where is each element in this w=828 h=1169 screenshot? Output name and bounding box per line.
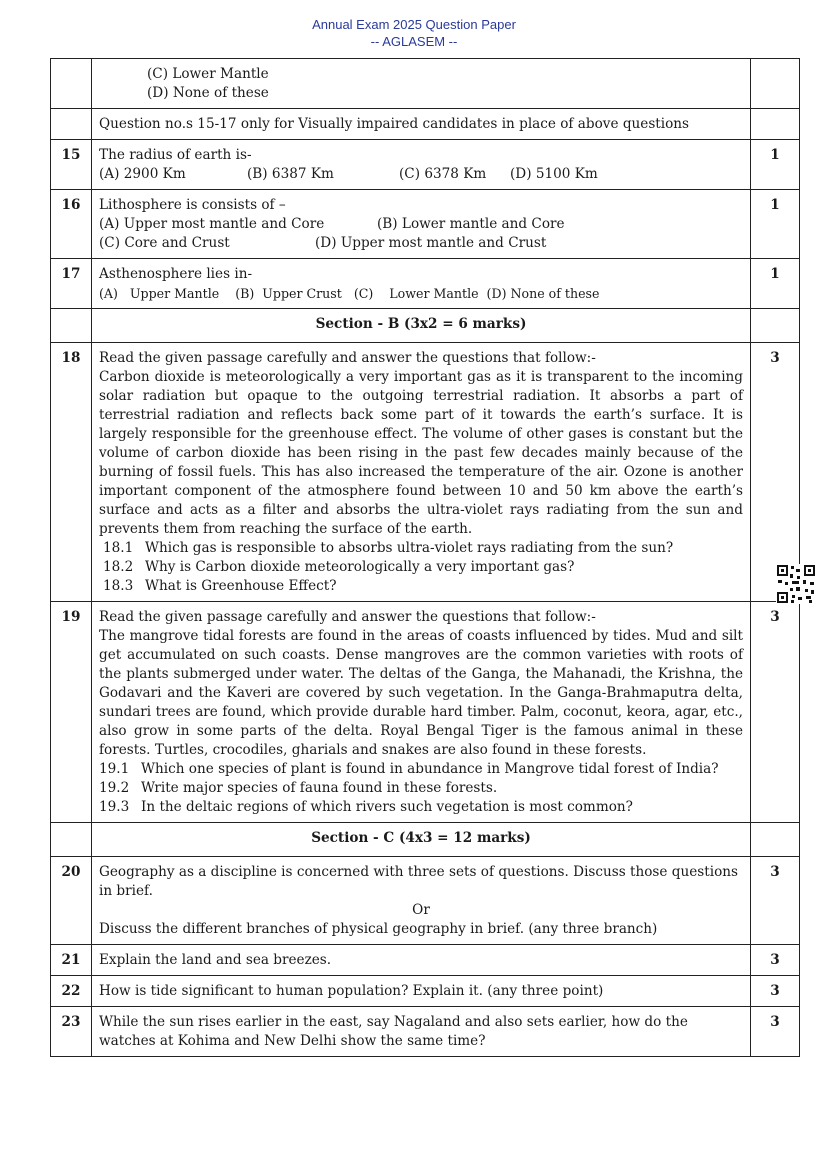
marks: 1 xyxy=(751,259,800,309)
sub-question: 18.1 Which gas is responsible to absorbs ultra-violet rays radiating from the sun? xyxy=(103,540,674,556)
section-heading: Section - B (3x2 = 6 marks) xyxy=(92,309,751,343)
marks: 3 xyxy=(751,1007,800,1057)
sub-question: 18.2 Why is Carbon dioxide meteorologically a very important gas? xyxy=(103,559,575,575)
question-text: Explain the land and sea breezes. xyxy=(92,945,751,976)
option-a: (A) Upper most mantle and Core xyxy=(99,216,325,232)
table-row xyxy=(51,140,800,190)
passage: Carbon dioxide is meteorologically a very important gas as it is transparent to the incoming solar radiation but opaque to the outgoing terrestrial radiation. It absorbs a part of terrestrial radiation and reflects back some part of it towards the earth’s surface. It is largely responsible for the greenhouse effect. The volume of other gases is constant but the volume of carbon dioxide has been rising in the past few decades mainly because of the burning of fossil fuels. This has also increased the temperature of the air. Ozone is another important component of the atmosphere found between 10 and 50 km above the earth’s surface and acts as a filter and absorbs the ultra-violet rays radiating from the sun and prevents them from reaching the surface of the earth. xyxy=(99,369,743,537)
section-heading: Section - C (4x3 = 12 marks) xyxy=(92,823,751,857)
vi-note: Question no.s 15-17 only for Visually impaired candidates in place of above questions xyxy=(92,109,751,140)
question-text: The radius of earth is- xyxy=(99,147,252,163)
or-separator: Or xyxy=(412,902,430,918)
sub-question: 19.3 In the deltaic regions of which rivers such vegetation is most common? xyxy=(99,799,633,815)
header-title: Annual Exam 2025 Question Paper xyxy=(312,17,516,32)
table-row xyxy=(51,59,800,109)
table-row xyxy=(51,343,800,602)
question-text: While the sun rises earlier in the east, say Nagaland and also sets earlier, how do the watches at Kohima and New Delhi show the same time? xyxy=(92,1007,751,1057)
option-c: (C) Lower Mantle xyxy=(147,66,269,82)
question-number: 20 xyxy=(51,857,92,945)
option-b: (B) Lower mantle and Core xyxy=(377,216,565,232)
sub-question: 19.1 Which one species of plant is found in abundance in Mangrove tidal forest of India? xyxy=(99,761,719,777)
question-number: 19 xyxy=(51,602,92,823)
option-a: (A) 2900 Km xyxy=(99,166,186,182)
question-number: 18 xyxy=(51,343,92,602)
option-b: (B) 6387 Km xyxy=(247,166,334,182)
table-row xyxy=(51,602,800,823)
option-d: (D) None of these xyxy=(147,85,269,101)
table-row xyxy=(51,945,800,976)
sub-question: 18.3 What is Greenhouse Effect? xyxy=(103,578,337,594)
section-row xyxy=(51,823,800,857)
marks: 3 xyxy=(751,343,800,602)
option-c: (C) 6378 Km xyxy=(399,166,487,182)
table-row xyxy=(51,109,800,140)
table-row xyxy=(51,1007,800,1057)
question-text: Geography as a discipline is concerned with three sets of questions. Discuss those questions in brief. xyxy=(99,864,738,899)
table-row xyxy=(51,259,800,309)
marks: 1 xyxy=(751,140,800,190)
option-d: (D) 5100 Km xyxy=(510,166,598,182)
options-row: (A) Upper Mantle (B) Upper Crust (C) Lower Mantle (D) None of these xyxy=(99,286,600,301)
question-number: 15 xyxy=(51,140,92,190)
table-row xyxy=(51,190,800,259)
marks: 3 xyxy=(751,976,800,1007)
question-number: 23 xyxy=(51,1007,92,1057)
header-subtitle: -- AGLASEM -- xyxy=(370,34,458,49)
question-text: Asthenosphere lies in- xyxy=(99,266,253,282)
table-row xyxy=(51,976,800,1007)
question-table xyxy=(50,58,800,1057)
question-text: Lithosphere is consists of – xyxy=(99,197,286,213)
marks: 1 xyxy=(751,190,800,259)
section-row xyxy=(51,309,800,343)
marks: 3 xyxy=(751,602,800,823)
alternate-question: Discuss the different branches of physical geography in brief. (any three branch) xyxy=(99,921,658,937)
options-row xyxy=(99,165,743,184)
passage-intro: Read the given passage carefully and answer the questions that follow:- xyxy=(99,350,596,366)
sub-question: 19.2 Write major species of fauna found in these forests. xyxy=(99,780,498,796)
question-number: 16 xyxy=(51,190,92,259)
question-text: How is tide significant to human population? Explain it. (any three point) xyxy=(92,976,751,1007)
question-number: 22 xyxy=(51,976,92,1007)
marks: 3 xyxy=(751,945,800,976)
table-row xyxy=(51,857,800,945)
passage-intro: Read the given passage carefully and answer the questions that follow:- xyxy=(99,609,596,625)
option-d: (D) Upper most mantle and Crust xyxy=(315,235,547,251)
option-c: (C) Core and Crust xyxy=(99,235,230,251)
passage: The mangrove tidal forests are found in the areas of coasts influenced by tides. Mud and silt get accumulated on such coasts. Dense mangroves are the common varieties with roots of the plants submerged under water. The deltas of the Ganga, the Mahanadi, the Krishna, the Godavari and the Kaveri are covered by such vegetation. In the Ganga-Brahmaputra delta, sundari trees are found, which provide durable hard timber. Palm, coconut, keora, agar, etc., also grow in some parts of the delta. Royal Bengal Tiger is the famous animal in these forests. Turtles, crocodiles, gharials and snakes are also found in these forests. xyxy=(99,628,743,758)
question-number: 21 xyxy=(51,945,92,976)
marks: 3 xyxy=(751,857,800,945)
qr-code-icon xyxy=(776,564,816,604)
question-number: 17 xyxy=(51,259,92,309)
